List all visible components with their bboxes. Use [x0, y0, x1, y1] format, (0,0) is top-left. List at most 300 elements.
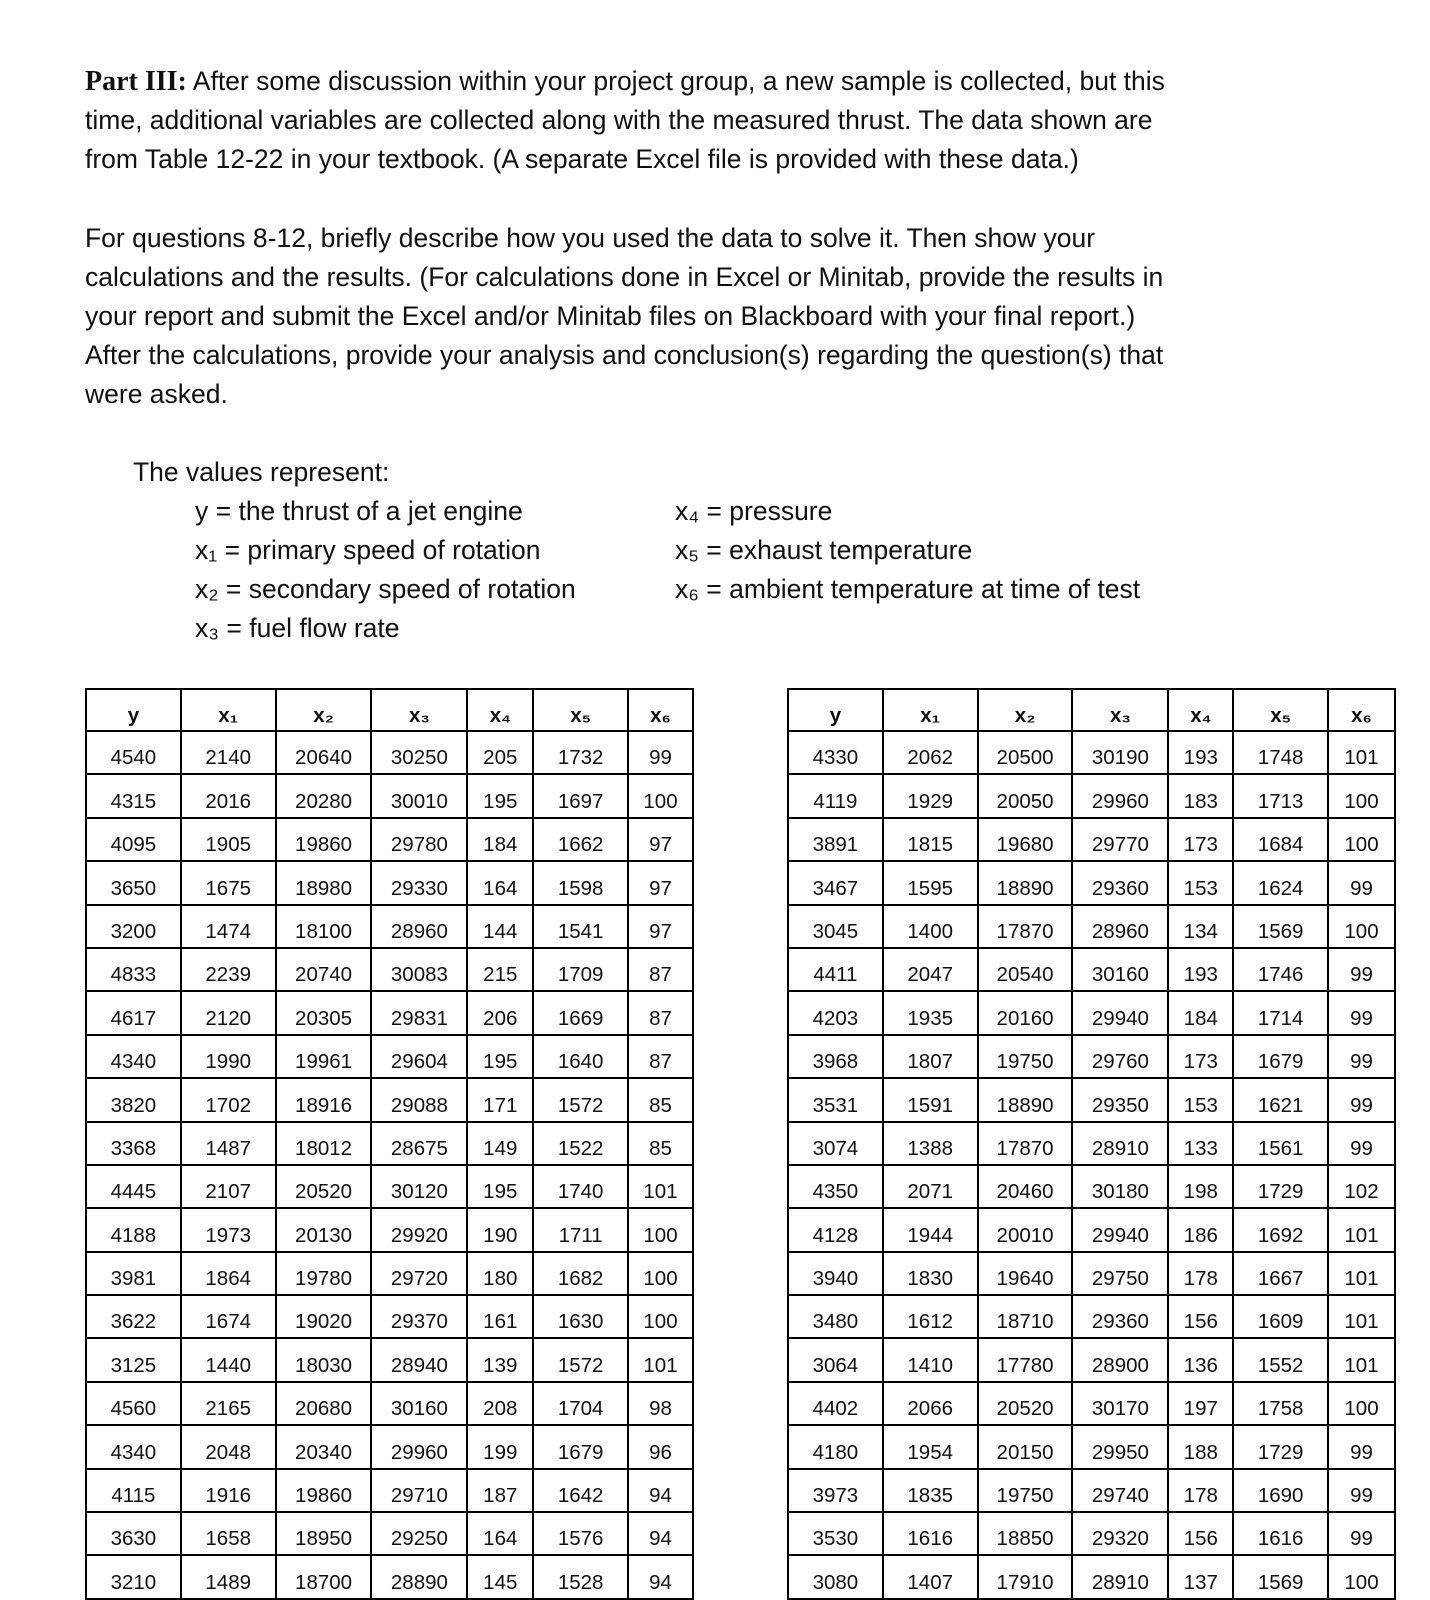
cell-x2: 20305: [276, 991, 372, 1034]
cell-x6: 101: [628, 1165, 693, 1208]
cell-x3: 28900: [1072, 1338, 1168, 1381]
cell-x5: 1679: [1233, 1035, 1328, 1078]
cell-x6: 96: [628, 1425, 693, 1468]
cell-x6: 99: [1328, 1469, 1395, 1512]
cell-y: 4833: [86, 948, 181, 991]
cell-x1: 1973: [181, 1208, 276, 1251]
cell-x5: 1729: [1233, 1425, 1328, 1468]
cell-x5: 1662: [533, 818, 628, 861]
column-header-x1: x₁: [181, 689, 276, 731]
cell-x3: 28910: [1072, 1122, 1168, 1165]
cell-y: 3940: [788, 1252, 883, 1295]
cell-x5: 1746: [1233, 948, 1328, 991]
table-row: [788, 731, 1395, 774]
table-row: [86, 1425, 693, 1468]
cell-x2: 20150: [978, 1425, 1073, 1468]
cell-x3: 29920: [371, 1208, 467, 1251]
cell-x2: 20740: [276, 948, 372, 991]
table-row: [788, 1338, 1395, 1381]
column-header-x5: x₅: [1233, 689, 1328, 731]
cell-x4: 164: [467, 1512, 533, 1555]
cell-x1: 2048: [181, 1425, 276, 1468]
table-row: [86, 818, 693, 861]
intro-line-2: time, additional variables are collected along with the measured thrust. The data shown are: [85, 105, 1153, 135]
cell-x1: 1905: [181, 818, 276, 861]
cell-x4: 161: [467, 1295, 533, 1338]
cell-x2: 18950: [276, 1512, 372, 1555]
column-header-x3: x₃: [371, 689, 467, 731]
cell-x1: 1702: [181, 1078, 276, 1121]
cell-x1: 2066: [883, 1382, 978, 1425]
cell-y: 4315: [86, 774, 181, 817]
cell-y: 3981: [86, 1252, 181, 1295]
cell-y: 3968: [788, 1035, 883, 1078]
cell-x4: 195: [467, 1035, 533, 1078]
cell-x3: 29760: [1072, 1035, 1168, 1078]
cell-x4: 208: [467, 1382, 533, 1425]
cell-x6: 94: [628, 1469, 693, 1512]
cell-x3: 30083: [371, 948, 467, 991]
cell-x1: 1616: [883, 1512, 978, 1555]
cell-x2: 19020: [276, 1295, 372, 1338]
cell-x6: 99: [1328, 1425, 1395, 1468]
table-row: [788, 1512, 1395, 1555]
table-row: [788, 861, 1395, 904]
cell-x1: 1400: [883, 905, 978, 948]
cell-x4: 215: [467, 948, 533, 991]
cell-y: 4445: [86, 1165, 181, 1208]
cell-x3: 30250: [371, 731, 467, 774]
cell-x1: 1410: [883, 1338, 978, 1381]
table-row: [788, 1035, 1395, 1078]
column-header-x2: x₂: [276, 689, 372, 731]
cell-x5: 1528: [533, 1555, 628, 1598]
cell-x2: 19961: [276, 1035, 372, 1078]
cell-x3: 29250: [371, 1512, 467, 1555]
cell-y: 4540: [86, 731, 181, 774]
cell-x5: 1616: [1233, 1512, 1328, 1555]
table-row: [788, 1165, 1395, 1208]
cell-x3: 29750: [1072, 1252, 1168, 1295]
cell-x1: 1807: [883, 1035, 978, 1078]
table-row: [788, 1425, 1395, 1468]
cell-x1: 1954: [883, 1425, 978, 1468]
cell-x1: 1935: [883, 991, 978, 1034]
cell-x3: 30120: [371, 1165, 467, 1208]
cell-y: 4095: [86, 818, 181, 861]
cell-x2: 18012: [276, 1122, 372, 1165]
cell-x4: 183: [1168, 774, 1233, 817]
cell-x4: 173: [1168, 818, 1233, 861]
cell-x2: 18980: [276, 861, 372, 904]
cell-x4: 136: [1168, 1338, 1233, 1381]
cell-x1: 1830: [883, 1252, 978, 1295]
cell-x3: 29320: [1072, 1512, 1168, 1555]
data-table-right: [787, 688, 1396, 1600]
table-row: [788, 818, 1395, 861]
cell-x2: 20460: [978, 1165, 1073, 1208]
cell-x2: 19750: [978, 1035, 1073, 1078]
cell-x2: 20520: [276, 1165, 372, 1208]
cell-y: 3973: [788, 1469, 883, 1512]
cell-x6: 100: [628, 1295, 693, 1338]
instructions-paragraph: [85, 219, 1163, 414]
cell-x3: 28960: [1072, 905, 1168, 948]
table-row: [86, 1295, 693, 1338]
cell-x5: 1679: [533, 1425, 628, 1468]
cell-x6: 100: [1328, 1555, 1395, 1598]
cell-x2: 20010: [978, 1208, 1073, 1251]
cell-x6: 99: [628, 731, 693, 774]
cell-y: 4128: [788, 1208, 883, 1251]
column-header-x6: x₆: [1328, 689, 1395, 731]
table-row: [86, 1382, 693, 1425]
cell-x2: 17780: [978, 1338, 1073, 1381]
cell-x5: 1711: [533, 1208, 628, 1251]
cell-x5: 1569: [1233, 905, 1328, 948]
cell-y: 3531: [788, 1078, 883, 1121]
table-row: [86, 1208, 693, 1251]
column-header-x6: x₆: [628, 689, 693, 731]
table-row: [788, 1469, 1395, 1512]
cell-x3: 30160: [371, 1382, 467, 1425]
cell-x3: 29720: [371, 1252, 467, 1295]
cell-x5: 1621: [1233, 1078, 1328, 1121]
cell-y: 4115: [86, 1469, 181, 1512]
table-row: [788, 991, 1395, 1034]
cell-x1: 2062: [883, 731, 978, 774]
cell-x4: 187: [467, 1469, 533, 1512]
table-row: [788, 774, 1395, 817]
table-row: [788, 1122, 1395, 1165]
cell-x2: 17910: [978, 1555, 1073, 1598]
cell-x6: 99: [1328, 1512, 1395, 1555]
cell-x1: 1916: [181, 1469, 276, 1512]
cell-x4: 149: [467, 1122, 533, 1165]
cell-x2: 20280: [276, 774, 372, 817]
cell-x5: 1748: [1233, 731, 1328, 774]
definition-x3: x₃ = fuel flow rate: [195, 613, 400, 643]
cell-x6: 85: [628, 1078, 693, 1121]
cell-x1: 1929: [883, 774, 978, 817]
intro-line-3: from Table 12-22 in your textbook. (A separate Excel file is provided with these data.): [85, 144, 1079, 174]
cell-x3: 29350: [1072, 1078, 1168, 1121]
cell-x5: 1667: [1233, 1252, 1328, 1295]
cell-y: 4350: [788, 1165, 883, 1208]
instructions-line: were asked.: [85, 379, 228, 409]
column-header-x5: x₅: [533, 689, 628, 731]
cell-x4: 190: [467, 1208, 533, 1251]
cell-x4: 144: [467, 905, 533, 948]
cell-x5: 1732: [533, 731, 628, 774]
cell-x6: 101: [1328, 731, 1395, 774]
cell-x1: 1675: [181, 861, 276, 904]
cell-y: 4188: [86, 1208, 181, 1251]
intro-line-1: [85, 62, 1165, 101]
cell-x1: 1440: [181, 1338, 276, 1381]
cell-x3: 29330: [371, 861, 467, 904]
cell-x1: 1612: [883, 1295, 978, 1338]
table-row: [86, 1035, 693, 1078]
cell-x6: 99: [1328, 1122, 1395, 1165]
table-row: [86, 948, 693, 991]
cell-x4: 193: [1168, 731, 1233, 774]
cell-x3: 29604: [371, 1035, 467, 1078]
cell-y: 4560: [86, 1382, 181, 1425]
cell-x6: 100: [628, 1208, 693, 1251]
cell-x5: 1669: [533, 991, 628, 1034]
cell-x2: 20160: [978, 991, 1073, 1034]
cell-y: 3530: [788, 1512, 883, 1555]
cell-y: 4617: [86, 991, 181, 1034]
cell-x5: 1572: [533, 1078, 628, 1121]
cell-x6: 101: [1328, 1295, 1395, 1338]
cell-x2: 19780: [276, 1252, 372, 1295]
cell-y: 3080: [788, 1555, 883, 1598]
cell-x2: 20500: [978, 731, 1073, 774]
table-row: [788, 1382, 1395, 1425]
cell-x3: 28910: [1072, 1555, 1168, 1598]
table-row: [86, 1078, 693, 1121]
cell-x5: 1692: [1233, 1208, 1328, 1251]
cell-x4: 171: [467, 1078, 533, 1121]
cell-x6: 99: [1328, 1078, 1395, 1121]
table-row: [86, 991, 693, 1034]
data-table-left: [85, 688, 694, 1600]
cell-x6: 87: [628, 948, 693, 991]
cell-x5: 1713: [1233, 774, 1328, 817]
cell-x3: 29740: [1072, 1469, 1168, 1512]
cell-x4: 139: [467, 1338, 533, 1381]
cell-x5: 1561: [1233, 1122, 1328, 1165]
cell-x4: 153: [1168, 1078, 1233, 1121]
cell-x5: 1522: [533, 1122, 628, 1165]
cell-x5: 1552: [1233, 1338, 1328, 1381]
instructions-line: For questions 8-12, briefly describe how you used the data to solve it. Then show your: [85, 223, 1096, 253]
cell-x4: 178: [1168, 1252, 1233, 1295]
cell-x3: 29370: [371, 1295, 467, 1338]
cell-x1: 1595: [883, 861, 978, 904]
cell-x6: 97: [628, 861, 693, 904]
cell-x1: 2140: [181, 731, 276, 774]
cell-x1: 1864: [181, 1252, 276, 1295]
cell-x4: 197: [1168, 1382, 1233, 1425]
cell-x6: 99: [1328, 861, 1395, 904]
table-row: [86, 1252, 693, 1295]
cell-y: 3210: [86, 1555, 181, 1598]
column-header-y: y: [788, 689, 883, 731]
cell-x3: 28675: [371, 1122, 467, 1165]
cell-x5: 1541: [533, 905, 628, 948]
cell-x5: 1640: [533, 1035, 628, 1078]
cell-x6: 101: [1328, 1338, 1395, 1381]
cell-x3: 28960: [371, 905, 467, 948]
cell-x2: 18710: [978, 1295, 1073, 1338]
cell-x6: 99: [1328, 991, 1395, 1034]
cell-x1: 2071: [883, 1165, 978, 1208]
cell-y: 4340: [86, 1035, 181, 1078]
cell-x2: 18030: [276, 1338, 372, 1381]
cell-x5: 1642: [533, 1469, 628, 1512]
column-header-x4: x₄: [1168, 689, 1233, 731]
cell-x2: 17870: [978, 905, 1073, 948]
cell-x6: 99: [1328, 948, 1395, 991]
cell-x4: 133: [1168, 1122, 1233, 1165]
cell-y: 4180: [788, 1425, 883, 1468]
definition-x1: x₁ = primary speed of rotation: [195, 535, 541, 565]
table-row: [86, 1122, 693, 1165]
cell-x3: 30010: [371, 774, 467, 817]
cell-x3: 29770: [1072, 818, 1168, 861]
cell-x4: 137: [1168, 1555, 1233, 1598]
cell-x1: 2016: [181, 774, 276, 817]
cell-x1: 1815: [883, 818, 978, 861]
cell-x5: 1714: [1233, 991, 1328, 1034]
part-label: Part III:: [85, 66, 187, 97]
cell-x4: 195: [467, 1165, 533, 1208]
cell-y: 3480: [788, 1295, 883, 1338]
cell-x4: 188: [1168, 1425, 1233, 1468]
cell-x6: 94: [628, 1555, 693, 1598]
table-row: [788, 1295, 1395, 1338]
cell-y: 4340: [86, 1425, 181, 1468]
cell-x6: 100: [628, 1252, 693, 1295]
cell-y: 3622: [86, 1295, 181, 1338]
cell-x2: 20130: [276, 1208, 372, 1251]
cell-x1: 1658: [181, 1512, 276, 1555]
cell-x6: 101: [1328, 1252, 1395, 1295]
cell-x5: 1569: [1233, 1555, 1328, 1598]
cell-x5: 1598: [533, 861, 628, 904]
header-row: [788, 689, 1395, 731]
cell-x6: 85: [628, 1122, 693, 1165]
cell-x2: 19640: [978, 1252, 1073, 1295]
cell-x3: 29360: [1072, 861, 1168, 904]
cell-x4: 156: [1168, 1512, 1233, 1555]
cell-x5: 1697: [533, 774, 628, 817]
cell-x6: 87: [628, 1035, 693, 1078]
cell-x2: 20540: [978, 948, 1073, 991]
cell-x2: 20340: [276, 1425, 372, 1468]
cell-x1: 1944: [883, 1208, 978, 1251]
cell-x6: 97: [628, 905, 693, 948]
cell-x6: 100: [1328, 818, 1395, 861]
cell-x2: 20640: [276, 731, 372, 774]
cell-x4: 173: [1168, 1035, 1233, 1078]
cell-x6: 94: [628, 1512, 693, 1555]
cell-x3: 29831: [371, 991, 467, 1034]
intro-paragraph: [85, 62, 1165, 179]
table-row: [86, 1512, 693, 1555]
definitions-title: The values represent:: [133, 457, 390, 487]
cell-x3: 29960: [1072, 774, 1168, 817]
cell-x3: 29950: [1072, 1425, 1168, 1468]
cell-x2: 18850: [978, 1512, 1073, 1555]
cell-x3: 29940: [1072, 1208, 1168, 1251]
definitions-left: [195, 492, 576, 648]
instructions-line: calculations and the results. (For calculations done in Excel or Minitab, provide the results in: [85, 262, 1164, 292]
cell-y: 3125: [86, 1338, 181, 1381]
cell-x2: 20680: [276, 1382, 372, 1425]
column-header-y: y: [86, 689, 181, 731]
cell-x2: 19680: [978, 818, 1073, 861]
cell-x6: 99: [1328, 1035, 1395, 1078]
table-row: [788, 905, 1395, 948]
cell-x4: 156: [1168, 1295, 1233, 1338]
cell-x5: 1690: [1233, 1469, 1328, 1512]
cell-x1: 1474: [181, 905, 276, 948]
cell-x4: 178: [1168, 1469, 1233, 1512]
cell-y: 4402: [788, 1382, 883, 1425]
cell-x4: 186: [1168, 1208, 1233, 1251]
cell-x3: 28940: [371, 1338, 467, 1381]
definition-y: y = the thrust of a jet engine: [195, 496, 523, 526]
cell-x5: 1609: [1233, 1295, 1328, 1338]
cell-x1: 1487: [181, 1122, 276, 1165]
cell-x6: 102: [1328, 1165, 1395, 1208]
cell-x4: 198: [1168, 1165, 1233, 1208]
cell-y: 3891: [788, 818, 883, 861]
cell-x3: 30190: [1072, 731, 1168, 774]
cell-x1: 1388: [883, 1122, 978, 1165]
cell-x5: 1758: [1233, 1382, 1328, 1425]
table-row: [86, 1469, 693, 1512]
cell-y: 3200: [86, 905, 181, 948]
table-row: [86, 774, 693, 817]
cell-x3: 29960: [371, 1425, 467, 1468]
cell-y: 3467: [788, 861, 883, 904]
intro-text: After some discussion within your project group, a new sample is collected, but this: [186, 66, 1165, 96]
column-header-x1: x₁: [883, 689, 978, 731]
cell-x6: 100: [1328, 774, 1395, 817]
cell-x2: 19860: [276, 1469, 372, 1512]
cell-x4: 206: [467, 991, 533, 1034]
cell-y: 3045: [788, 905, 883, 948]
cell-x3: 28890: [371, 1555, 467, 1598]
cell-x6: 100: [1328, 1382, 1395, 1425]
cell-x6: 87: [628, 991, 693, 1034]
instructions-line: After the calculations, provide your analysis and conclusion(s) regarding the question(s) that: [85, 340, 1164, 370]
cell-x2: 18700: [276, 1555, 372, 1598]
cell-x4: 153: [1168, 861, 1233, 904]
cell-x5: 1704: [533, 1382, 628, 1425]
cell-x4: 195: [467, 774, 533, 817]
cell-x5: 1684: [1233, 818, 1328, 861]
table-row: [788, 1078, 1395, 1121]
cell-x3: 30180: [1072, 1165, 1168, 1208]
cell-x3: 30160: [1072, 948, 1168, 991]
definitions-right: [675, 492, 1140, 609]
cell-x6: 100: [1328, 905, 1395, 948]
cell-x1: 2107: [181, 1165, 276, 1208]
cell-x1: 2047: [883, 948, 978, 991]
cell-x4: 205: [467, 731, 533, 774]
definition-x6: x₆ = ambient temperature at time of test: [675, 574, 1141, 604]
cell-y: 4203: [788, 991, 883, 1034]
cell-x4: 184: [467, 818, 533, 861]
cell-x2: 20050: [978, 774, 1073, 817]
cell-x4: 145: [467, 1555, 533, 1598]
cell-x1: 2239: [181, 948, 276, 991]
cell-x3: 29710: [371, 1469, 467, 1512]
table-row: [86, 1338, 693, 1381]
cell-x1: 1990: [181, 1035, 276, 1078]
column-header-x4: x₄: [467, 689, 533, 731]
header-row: [86, 689, 693, 731]
table-row: [86, 861, 693, 904]
cell-x5: 1709: [533, 948, 628, 991]
definition-x2: x₂ = secondary speed of rotation: [195, 574, 576, 604]
